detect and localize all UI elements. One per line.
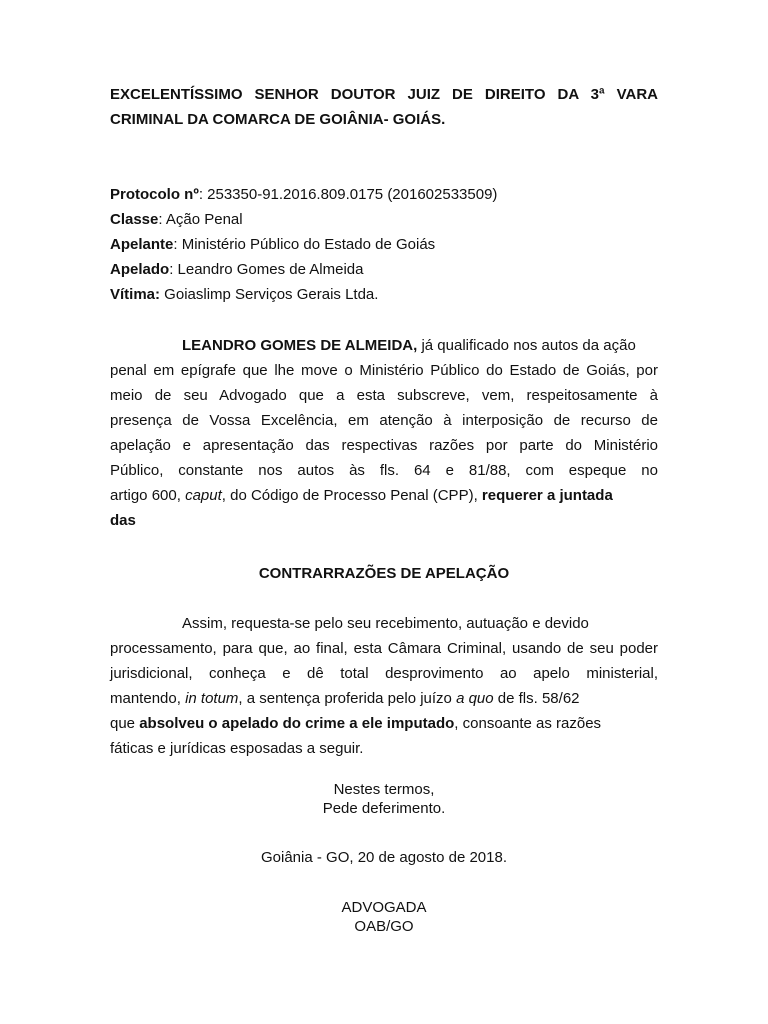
signature-oab: OAB/GO xyxy=(354,918,414,935)
intro-line-7 xyxy=(110,483,658,508)
body-line-4-a: mantendo, xyxy=(110,690,186,707)
body-line-5 xyxy=(110,711,658,736)
intro-line-3: meio de seu Advogado que a esta subscreve, vem, respeitosamente à xyxy=(110,387,658,404)
body-line-2: processamento, para que, ao final, esta Câmara Criminal, usando de seu poder xyxy=(110,640,658,657)
meta-classe xyxy=(110,207,658,232)
intro-line-7-a: artigo 600, xyxy=(110,487,186,504)
intro-request: requerer a juntada xyxy=(481,487,613,504)
closing-line-1: Nestes termos, xyxy=(333,781,435,798)
meta-apelante-value: : Ministério Público do Estado de Goiás xyxy=(173,236,436,253)
meta-protocolo-key: Protocolo nº xyxy=(110,186,199,203)
body-line-6: fáticas e jurídicas esposadas a seguir. xyxy=(110,740,364,757)
intro-line-8: das xyxy=(110,512,136,529)
meta-vitima-value: Goiaslimp Serviços Gerais Ltda. xyxy=(160,286,379,303)
case-metadata xyxy=(110,182,658,307)
body-line-4-b: , a sentença proferida pelo juízo xyxy=(238,690,457,707)
intro-line-5: apelação e apresentação das respectivas razões por parte do Ministério xyxy=(110,437,658,454)
body-acquittal: absolveu o apelado do crime a ele imputado xyxy=(139,715,455,732)
place-date: Goiânia - GO, 20 de agosto de 2018. xyxy=(261,849,507,866)
body-line-5-b: , consoante as razões xyxy=(454,715,602,732)
intro-line-7-b: , do Código de Processo Penal (CPP), xyxy=(221,487,482,504)
meta-protocolo-value: : 253350-91.2016.809.0175 (201602533509) xyxy=(198,186,498,203)
intro-caput: caput xyxy=(185,487,222,504)
body-line-4 xyxy=(110,686,658,711)
appellee-name: LEANDRO GOMES DE ALMEIDA, xyxy=(182,337,418,354)
closing-formula xyxy=(0,780,768,818)
meta-apelante-key: Apelante xyxy=(110,236,174,253)
meta-classe-key: Classe xyxy=(110,211,159,228)
section-title: CONTRARRAZÕES DE APELAÇÃO xyxy=(258,565,510,582)
meta-vitima xyxy=(110,282,658,307)
signature-block xyxy=(0,898,768,936)
intro-line-4: presença de Vossa Excelência, em atenção à interposição de recurso de xyxy=(110,412,658,429)
intro-paragraph xyxy=(110,333,658,533)
signature-role: ADVOGADA xyxy=(341,899,427,916)
meta-classe-value: : Ação Penal xyxy=(158,211,243,228)
meta-apelado xyxy=(110,257,658,282)
body-line-1: Assim, requesta-se pelo seu recebimento, autuação e devido xyxy=(182,615,589,632)
closing-line-2: Pede deferimento. xyxy=(322,800,446,817)
meta-protocolo xyxy=(110,182,658,207)
meta-apelado-key: Apelado xyxy=(110,261,170,278)
meta-apelante xyxy=(110,232,658,257)
body-line-5-a: que xyxy=(110,715,140,732)
meta-apelado-value: : Leandro Gomes de Almeida xyxy=(169,261,364,278)
document-heading xyxy=(110,82,658,132)
intro-line-6: Público, constante nos autos às fls. 64 e 81/88, com espeque no xyxy=(110,462,658,479)
body-paragraph xyxy=(110,611,658,761)
body-line-3: jurisdicional, conheça e dê total desprovimento ao apelo ministerial, xyxy=(110,665,658,682)
intro-line-1 xyxy=(110,333,658,358)
intro-line-2: penal em epígrafe que lhe move o Ministério Público do Estado de Goiás, por xyxy=(110,362,658,379)
body-a-quo: a quo xyxy=(456,690,494,707)
heading-line-1: EXCELENTÍSSIMO SENHOR DOUTOR JUIZ DE DIREITO DA 3ª VARA xyxy=(110,86,658,103)
heading-line-2: CRIMINAL DA COMARCA DE GOIÂNIA- GOIÁS. xyxy=(110,111,446,128)
body-line-4-c: de fls. 58/62 xyxy=(493,690,580,707)
meta-vitima-key: Vítima: xyxy=(110,286,161,303)
body-in-totum: in totum xyxy=(185,690,239,707)
intro-line-1-rest: já qualificado nos autos da ação xyxy=(417,337,636,354)
